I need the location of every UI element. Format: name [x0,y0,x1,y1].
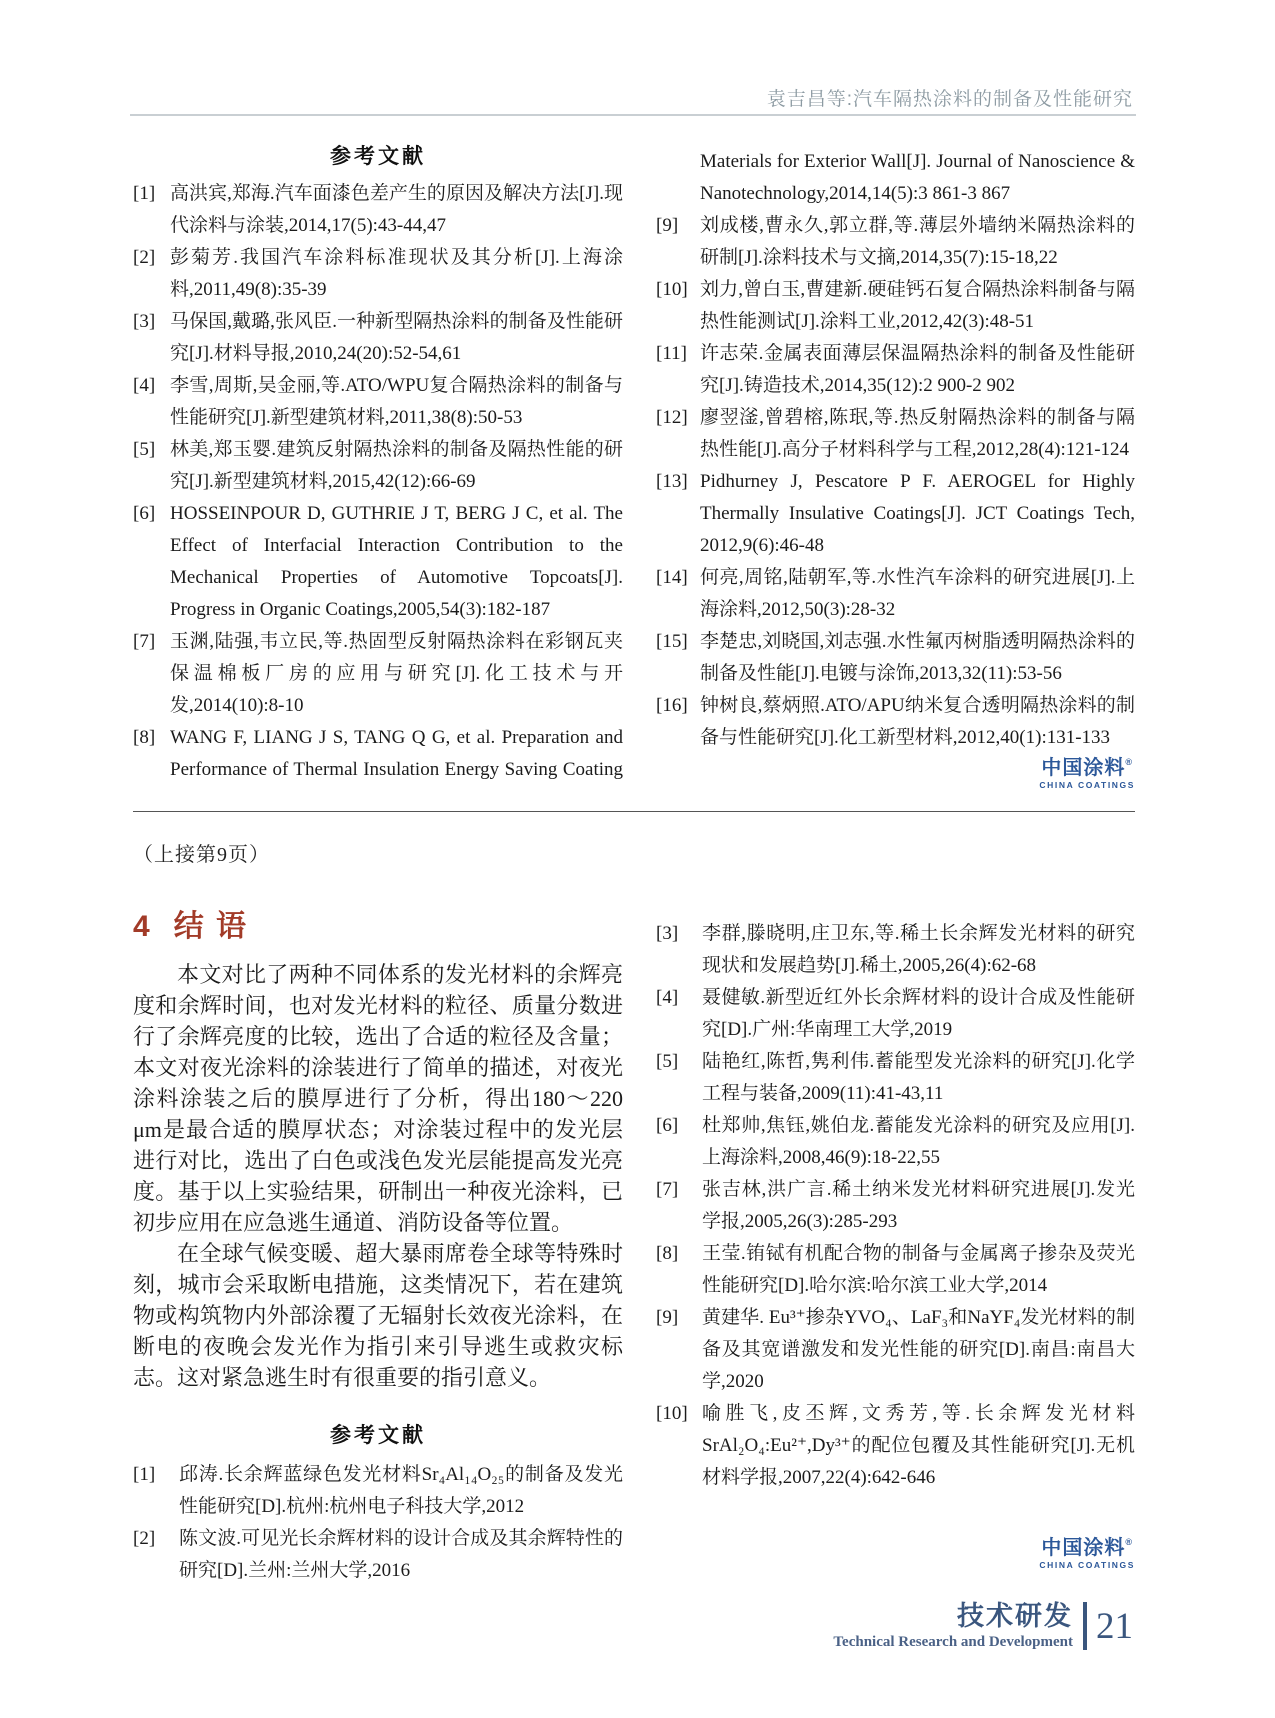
references-heading: 参考文献 [330,145,426,168]
conclusion-paragraph-2: 在全球气候变暖、超大暴雨席卷全球等特殊时刻，城市会采取断电措施，这类情况下，若在建筑物或构筑物内外部涂覆了无辐射长效夜光涂料，在断电的夜晚会发光作为指引来引导逃生或救灾标志。这对紧急逃生时有很重要的指引意义。 [133,1241,623,1390]
reference-item [133,1459,623,1523]
reference-text: 李群,滕晓明,庄卫东,等.稀土长余辉发光材料的研究现状和发展趋势[J].稀土,2005,26(4):62-68 [702,923,1135,976]
reference-number: [5] [656,1051,679,1072]
china-coatings-logo [656,1538,1135,1573]
conclusion-title: 结 语 [173,910,249,943]
reference-item [656,1398,1135,1494]
logo-en-text: CHINA COATINGS [1039,780,1135,790]
article2-section [133,838,1135,1587]
reference-number: [7] [133,631,156,652]
reference-number: [12] [656,407,688,428]
reference-number: [2] [133,1528,156,1549]
reference-item [656,918,1135,982]
conclusion-heading [133,901,623,945]
reference-item [133,434,623,498]
reference-text: 林美,郑玉婴.建筑反射隔热涂料的制备及隔热性能的研究[J].新型建筑材料,2015,42(12):66-69 [170,439,623,492]
reference-item [656,1046,1135,1110]
reference-item [133,626,623,722]
reference-number: [3] [656,923,679,944]
reference-number: [7] [656,1179,679,1200]
reference-item [656,690,1135,754]
reference-number: [4] [133,375,156,396]
logo-cn-label: 中国涂料 [1041,1537,1126,1559]
reference-text: 马保国,戴璐,张风臣.一种新型隔热涂料的制备及性能研究[J].材料导报,2010,24(20):52-54,61 [170,311,623,364]
footer-section-en: Technical Research and Development [833,1633,1073,1650]
reference-text: 陈文波.可见光长余辉材料的设计合成及其余辉特性的研究[D].兰州:兰州大学,2016 [179,1528,623,1581]
article2-left-column [133,838,623,1587]
reference-number: [9] [656,215,679,236]
reference-item [656,466,1135,562]
reference-item [133,1523,623,1587]
reference-number: [8] [133,727,156,748]
reference-text: 刘力,曾白玉,曹建新.硬硅钙石复合隔热涂料制备与隔热性能测试[J].涂料工业,2012,42(3):48-51 [700,279,1135,332]
reference-text: 彭菊芳.我国汽车涂料标准现状及其分析[J].上海涂料,2011,49(8):35-39 [170,247,623,300]
reference-item [133,306,623,370]
reference-item [656,562,1135,626]
china-coatings-logo [656,758,1135,793]
reference-number: [15] [656,631,688,652]
header-rule [130,114,1136,116]
reference-item [133,178,623,242]
reference-number: [1] [133,1464,156,1485]
reference-text: Pidhurney J, Pescatore P F. AEROGEL for Highly Thermally Insulative Coatings[J]. JCT Coatings Tech, 2012,9(6):46-48 [700,471,1135,556]
reference-text: Materials for Exterior Wall[J]. Journal of Nanoscience & Nanotechnology,2014,14(5):3 861-3 867 [700,151,1135,204]
conclusion-paragraph-1: 本文对比了两种不同体系的发光材料的余辉亮度和余辉时间，也对发光材料的粒径、质量分数进行了余辉亮度的比较，选出了合适的粒径及含量；本文对夜光涂料的涂装进行了简单的描述，对夜光涂料涂装之后的膜厚进行了分析，得出180～220 μm是最合适的膜厚状态；对涂装过程中的发光层进行对比，选出了白色或浅色发光层能提高发光亮度。基于以上实验结果，研制出一种夜光涂料，已初步应用在应急逃生通道、消防设备等位置。 [133,962,623,1235]
reference-item [133,242,623,306]
reference-item [656,210,1135,274]
logo-cn-text [1039,758,1135,778]
conclusion-number: 4 [133,910,150,943]
reference-text: 刘成楼,曹永久,郭立群,等.薄层外墙纳米隔热涂料的研制[J].涂料技术与文摘,2014,35(7):15-18,22 [700,215,1135,268]
footer [833,1602,1133,1651]
registered-mark-icon: ® [1125,757,1134,767]
section-divider [133,811,1135,812]
reference-item [133,498,623,626]
article1-references-section [133,140,1135,793]
reference-text: 廖翌滏,曾碧榕,陈珉,等.热反射隔热涂料的制备与隔热性能[J].高分子材料科学与工程,2012,28(4):121-124 [700,407,1135,460]
reference-text: 李楚忠,刘晓国,刘志强.水性氟丙树脂透明隔热涂料的制备及性能[J].电镀与涂饰,2013,32(11):53-56 [700,631,1135,684]
running-title: 袁吉昌等:汽车隔热涂料的制备及性能研究 [766,89,1133,110]
reference-text: 李雪,周斯,吴金丽,等.ATO/WPU复合隔热涂料的制备与性能研究[J].新型建筑材料,2011,38(8):50-53 [170,375,623,428]
article2-right-column [656,838,1135,1587]
reference-number: [10] [656,279,688,300]
reference-number: [2] [133,247,156,268]
reference-text: 喻胜飞,皮丕辉,文秀芳,等.长余辉发光材料SrAl₂O₄:Eu²⁺,Dy³⁺的配位包覆及其性能研究[J].无机材料学报,2007,22(4):642-646 [702,1403,1135,1488]
reference-text: 杜郑帅,焦钰,姚伯龙.蓄能发光涂料的研究及应用[J].上海涂料,2008,46(9):18-22,55 [702,1115,1135,1168]
reference-text: 黄建华. Eu³⁺掺杂YVO₄、LaF₃和NaYF₄发光材料的制备及其宽谱激发和发光性能的研究[D].南昌:南昌大学,2020 [702,1307,1135,1392]
reference-carryover [656,146,1135,210]
reference-number: [6] [133,503,156,524]
reference-item [656,626,1135,690]
reference-item [656,402,1135,466]
continued-from-note: （上接第9页） [133,844,270,866]
reference-item [656,982,1135,1046]
reference-item [656,274,1135,338]
footer-section-labels [833,1602,1073,1651]
references-heading: 参考文献 [330,1424,426,1447]
page-number: 21 [1096,1605,1133,1647]
reference-item [656,1110,1135,1174]
footer-section-cn: 技术研发 [957,1601,1073,1631]
reference-text: 钟树良,蔡炳照.ATO/APU纳米复合透明隔热涂料的制备与性能研究[J].化工新型材料,2012,40(1):131-133 [700,695,1135,748]
reference-number: [11] [656,343,687,364]
reference-item [133,722,623,786]
reference-text: 张吉林,洪广言.稀土纳米发光材料研究进展[J].发光学报,2005,26(3):285-293 [702,1179,1135,1232]
footer-divider-bar [1083,1602,1087,1650]
reference-item [656,1302,1135,1398]
reference-text: 聂健敏.新型近红外长余辉材料的设计合成及性能研究[D].广州:华南理工大学,2019 [702,987,1135,1040]
reference-text: 何亮,周铭,陆朝军,等.水性汽车涂料的研究进展[J].上海涂料,2012,50(3):28-32 [700,567,1135,620]
reference-number: [3] [133,311,156,332]
reference-item [133,370,623,434]
reference-text: 陆艳红,陈哲,隽利伟.蓄能型发光涂料的研究[J].化学工程与装备,2009(11):41-43,11 [702,1051,1135,1104]
article1-left-column [133,140,623,793]
logo-cn-text [1039,1538,1135,1558]
reference-number: [4] [656,987,679,1008]
reference-number: [14] [656,567,688,588]
article1-right-column [656,140,1135,793]
reference-text: WANG F, LIANG J S, TANG Q G, et al. Preparation and Performance of Thermal Insulation Energy Saving Coating [170,727,623,780]
registered-mark-icon: ® [1125,1537,1134,1547]
reference-text: 王莹.铕铽有机配合物的制备与金属离子掺杂及荧光性能研究[D].哈尔滨:哈尔滨工业大学,2014 [702,1243,1135,1296]
logo-cn-label: 中国涂料 [1041,757,1126,779]
reference-number: [13] [656,471,688,492]
reference-number: [9] [656,1307,679,1328]
reference-number: [5] [133,439,156,460]
reference-item [656,1174,1135,1238]
reference-item [656,338,1135,402]
logo-en-text: CHINA COATINGS [1039,1560,1135,1570]
reference-number: [10] [656,1403,688,1424]
reference-text: HOSSEINPOUR D, GUTHRIE J T, BERG J C, et al. The Effect of Interfacial Interaction Contribution to the Mechanical Properties of Automotive Topcoats[J]. Progress in Organic Coatings,2005,54(3):182-187 [170,503,623,620]
reference-text: 许志荣.金属表面薄层保温隔热涂料的制备及性能研究[J].铸造技术,2014,35(12):2 900-2 902 [700,343,1135,396]
reference-text: 高洪宾,郑海.汽车面漆色差产生的原因及解决方法[J].现代涂料与涂装,2014,17(5):43-44,47 [170,183,623,236]
reference-number: [6] [656,1115,679,1136]
reference-text: 邱涛.长余辉蓝绿色发光材料Sr₄Al₁₄O₂₅的制备及发光性能研究[D].杭州:杭州电子科技大学,2012 [179,1464,623,1517]
logo-block [1039,758,1135,790]
reference-item [656,1238,1135,1302]
reference-number: [1] [133,183,156,204]
reference-text: 玉渊,陆强,韦立民,等.热固型反射隔热涂料在彩钢瓦夹保温棉板厂房的应用与研究[J].化工技术与开发,2014(10):8-10 [170,631,623,716]
reference-number: [16] [656,695,688,716]
logo-block [1039,1538,1135,1570]
reference-number: [8] [656,1243,679,1264]
